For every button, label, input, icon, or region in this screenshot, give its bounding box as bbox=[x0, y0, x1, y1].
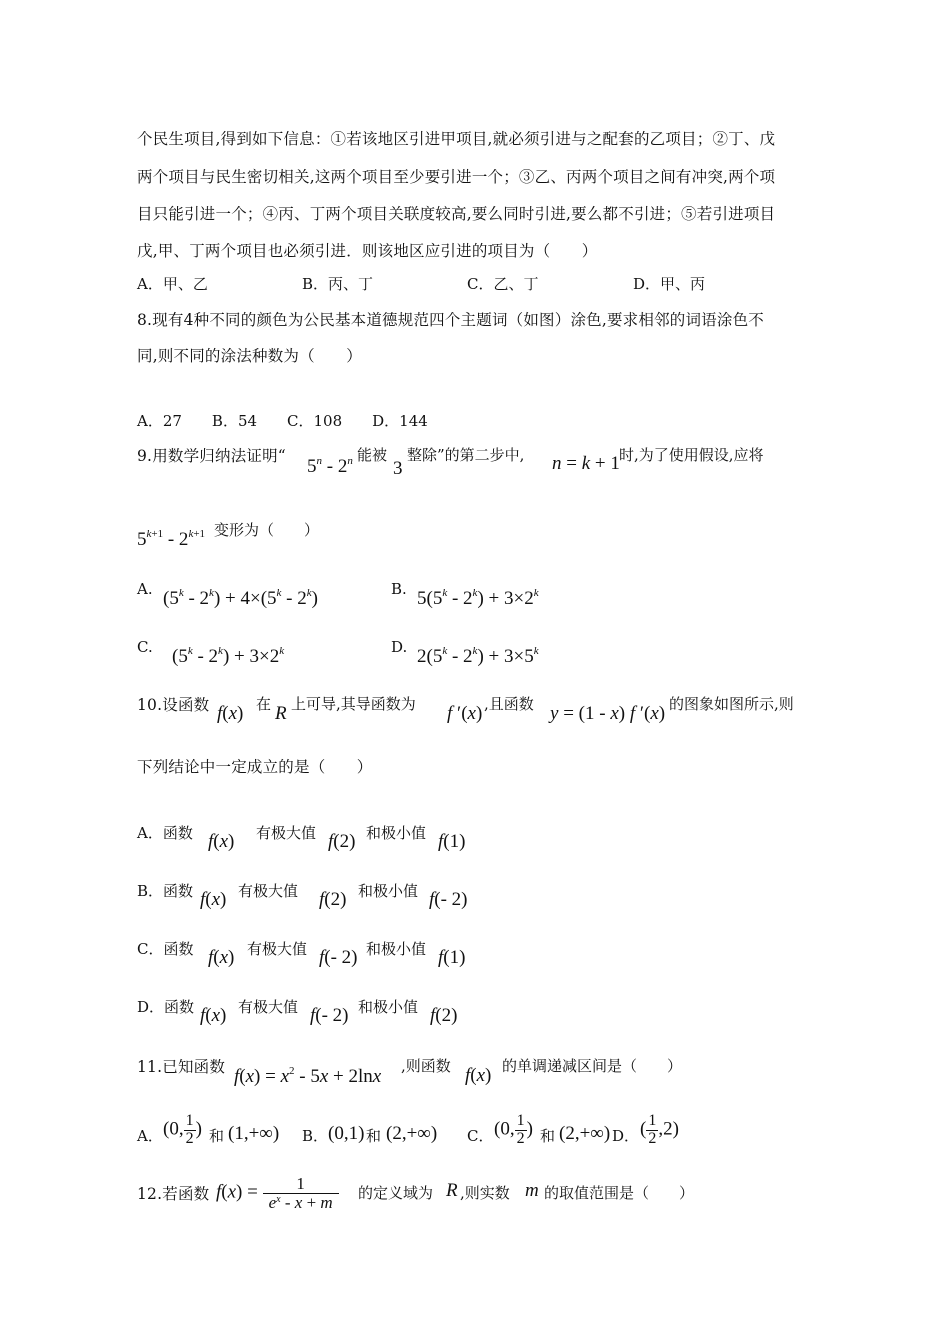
q11-option-b-label: B． bbox=[302, 1127, 329, 1145]
q10-option-b-fx: f(x) bbox=[200, 889, 227, 910]
q9-stem-d: 时,为了使用假设,应将 bbox=[619, 446, 764, 464]
q7-line-4: 戊,甲、丁两个项目也必须引进．则该地区应引进的项目为（ ） bbox=[137, 242, 598, 260]
q9-expr-n-eq-k-plus-1: n = k + 1 bbox=[552, 453, 620, 474]
q7-option-d: D．甲、丙 bbox=[633, 275, 706, 293]
q9-stem-b: 能被 bbox=[357, 446, 388, 464]
q10-option-a-f2: f(2) bbox=[328, 831, 356, 852]
q9-expr-5k1-2k1: $5^{k+1} - 2^{k+1}$ bbox=[137, 528, 206, 550]
q9-option-b-label: B. bbox=[391, 580, 407, 598]
q10-stem-c: 上可导,其导函数为 bbox=[291, 695, 416, 713]
q11-and-2: 和 bbox=[366, 1127, 382, 1145]
q10-option-b-min: 和极小值 bbox=[358, 882, 419, 900]
q7-option-c: C．乙、丁 bbox=[467, 275, 539, 293]
q10-option-b-f2: f(2) bbox=[319, 889, 347, 910]
q10-line-2: 下列结论中一定成立的是（ ） bbox=[137, 758, 373, 776]
q9-option-d-expr: $2(5^k - 2^k) + 3\times 5^k$ bbox=[417, 645, 539, 667]
q9-option-b-expr: $5(5^k - 2^k) + 3\times 2^k$ bbox=[417, 587, 539, 609]
q11-and-1: 和 bbox=[209, 1127, 225, 1145]
q10-option-b-fneg2: f(- 2) bbox=[429, 889, 468, 910]
q10-option-d-max: 有极大值 bbox=[238, 998, 299, 1016]
q9-option-c-label: C. bbox=[137, 638, 153, 656]
q10-option-d-label: D．函数 bbox=[137, 998, 195, 1016]
q9-expr-3: 3 bbox=[393, 458, 403, 479]
q10-stem-b: 在 bbox=[256, 695, 272, 713]
q10-option-a-fx: f(x) bbox=[208, 831, 235, 852]
q12-expr-fx-def: f(x) = $\frac{1}{e^x - x + m}$ bbox=[216, 1175, 339, 1212]
q10-option-d-f2: f(2) bbox=[430, 1005, 458, 1026]
q12-stem-b: 的定义域为 bbox=[358, 1184, 434, 1202]
q11-expr-fx: f(x) bbox=[465, 1065, 492, 1086]
q10-option-c-max: 有极大值 bbox=[247, 940, 308, 958]
q11-option-b-interval-1: (0,1) bbox=[328, 1123, 365, 1144]
q7-line-3: 目只能引进一个；④丙、丁两个项目关联度较高,要么同时引进,要么都不引进；⑤若引进项目 bbox=[137, 205, 776, 223]
q10-option-b-max: 有极大值 bbox=[238, 882, 299, 900]
q12-stem-d: 的取值范围是（ ） bbox=[544, 1184, 695, 1202]
q11-option-c-label: C． bbox=[467, 1127, 494, 1145]
q11-expr-fx-def: $f(x) = x^2 - 5x + 2\ln x$ bbox=[234, 1065, 382, 1087]
q10-stem-d: ,且函数 bbox=[484, 695, 534, 713]
q9-option-a-expr: $(5^k - 2^k) + 4\times(5^k - 2^k)$ bbox=[163, 587, 318, 609]
q12-stem-a: 12.若函数 bbox=[137, 1185, 210, 1203]
q11-option-a-interval-2: (1,+∞) bbox=[228, 1123, 280, 1144]
q10-option-c-fneg2: f(- 2) bbox=[319, 947, 358, 968]
q10-expr-y: y = (1 - x) f ′(x) bbox=[550, 703, 666, 724]
q10-option-c-fx: f(x) bbox=[208, 947, 235, 968]
q12-expr-m: m bbox=[525, 1180, 539, 1201]
q8-line-1: 8.现有4种不同的颜色为公民基本道德规范四个主题词（如图）涂色,要求相邻的词语涂色不 bbox=[137, 311, 764, 329]
q11-option-b-interval-2: (2,+∞) bbox=[386, 1123, 438, 1144]
q11-stem-a: 11.已知函数 bbox=[137, 1058, 226, 1076]
q9-stem-c: 整除”的第二步中, bbox=[407, 446, 525, 464]
q7-option-a: A．甲、乙 bbox=[137, 275, 208, 293]
q12-expr-R: R bbox=[446, 1180, 458, 1201]
q10-option-a-label: A．函数 bbox=[137, 824, 193, 842]
q10-expr-fprime-x: f ′(x) bbox=[447, 703, 483, 724]
q10-option-d-fneg2: f(- 2) bbox=[310, 1005, 349, 1026]
q10-option-d-min: 和极小值 bbox=[358, 998, 419, 1016]
q10-expr-R: R bbox=[275, 703, 287, 724]
q11-option-a-label: A． bbox=[137, 1127, 163, 1145]
q9-stem-a: 9.用数学归纳法证明“ bbox=[137, 447, 286, 465]
q10-option-a-f1: f(1) bbox=[438, 831, 466, 852]
q11-stem-b: ,则函数 bbox=[401, 1057, 451, 1075]
q10-option-b-label: B．函数 bbox=[137, 882, 194, 900]
q11-option-d-interval: ( $\frac{1}{2}$ ,2) bbox=[640, 1112, 679, 1147]
q8-options: A．27 B．54 C．108 D．144 bbox=[137, 412, 428, 430]
q7-line-1: 个民生项目,得到如下信息：①若该地区引进甲项目,就必须引进与之配套的乙项目；②丁、戊 bbox=[137, 130, 776, 148]
q10-expr-fx: f(x) bbox=[217, 703, 244, 724]
q10-stem-e: 的图象如图所示,则 bbox=[669, 695, 794, 713]
q11-option-c-interval-1: (0, $\frac{1}{2}$ ) bbox=[494, 1112, 533, 1147]
q10-option-d-fx: f(x) bbox=[200, 1005, 227, 1026]
q11-option-c-interval-2: (2,+∞) bbox=[559, 1123, 611, 1144]
q9-expr-5n-2n: 5$^n$ - 2$^n$ bbox=[307, 455, 353, 477]
q9-option-a-label: A. bbox=[137, 580, 153, 598]
q7-option-b: B．丙、丁 bbox=[302, 275, 374, 293]
q12-stem-c: ,则实数 bbox=[460, 1184, 510, 1202]
q9-option-d-label: D. bbox=[391, 638, 408, 656]
q11-and-3: 和 bbox=[540, 1127, 556, 1145]
q10-option-c-label: C．函数 bbox=[137, 940, 194, 958]
q10-option-c-f1: f(1) bbox=[438, 947, 466, 968]
q10-option-a-max: 有极大值 bbox=[256, 824, 317, 842]
q7-line-2: 两个项目与民生密切相关,这两个项目至少要引进一个；③乙、丙两个项目之间有冲突,两个项 bbox=[137, 168, 776, 186]
q11-stem-c: 的单调递减区间是（ ） bbox=[502, 1057, 683, 1075]
q11-option-d-label: D． bbox=[612, 1127, 640, 1145]
q8-line-2: 同,则不同的涂法种数为（ ） bbox=[137, 347, 362, 365]
q10-option-a-min: 和极小值 bbox=[366, 824, 427, 842]
q10-option-c-min: 和极小值 bbox=[366, 940, 427, 958]
q9-stem-e: 变形为（ ） bbox=[214, 521, 320, 539]
q9-option-c-expr: $(5^k - 2^k) + 3\times 2^k$ bbox=[172, 645, 285, 667]
q11-option-a-interval-1: (0, $\frac{1}{2}$ ) bbox=[163, 1112, 202, 1147]
q10-stem-a: 10.设函数 bbox=[137, 696, 210, 714]
